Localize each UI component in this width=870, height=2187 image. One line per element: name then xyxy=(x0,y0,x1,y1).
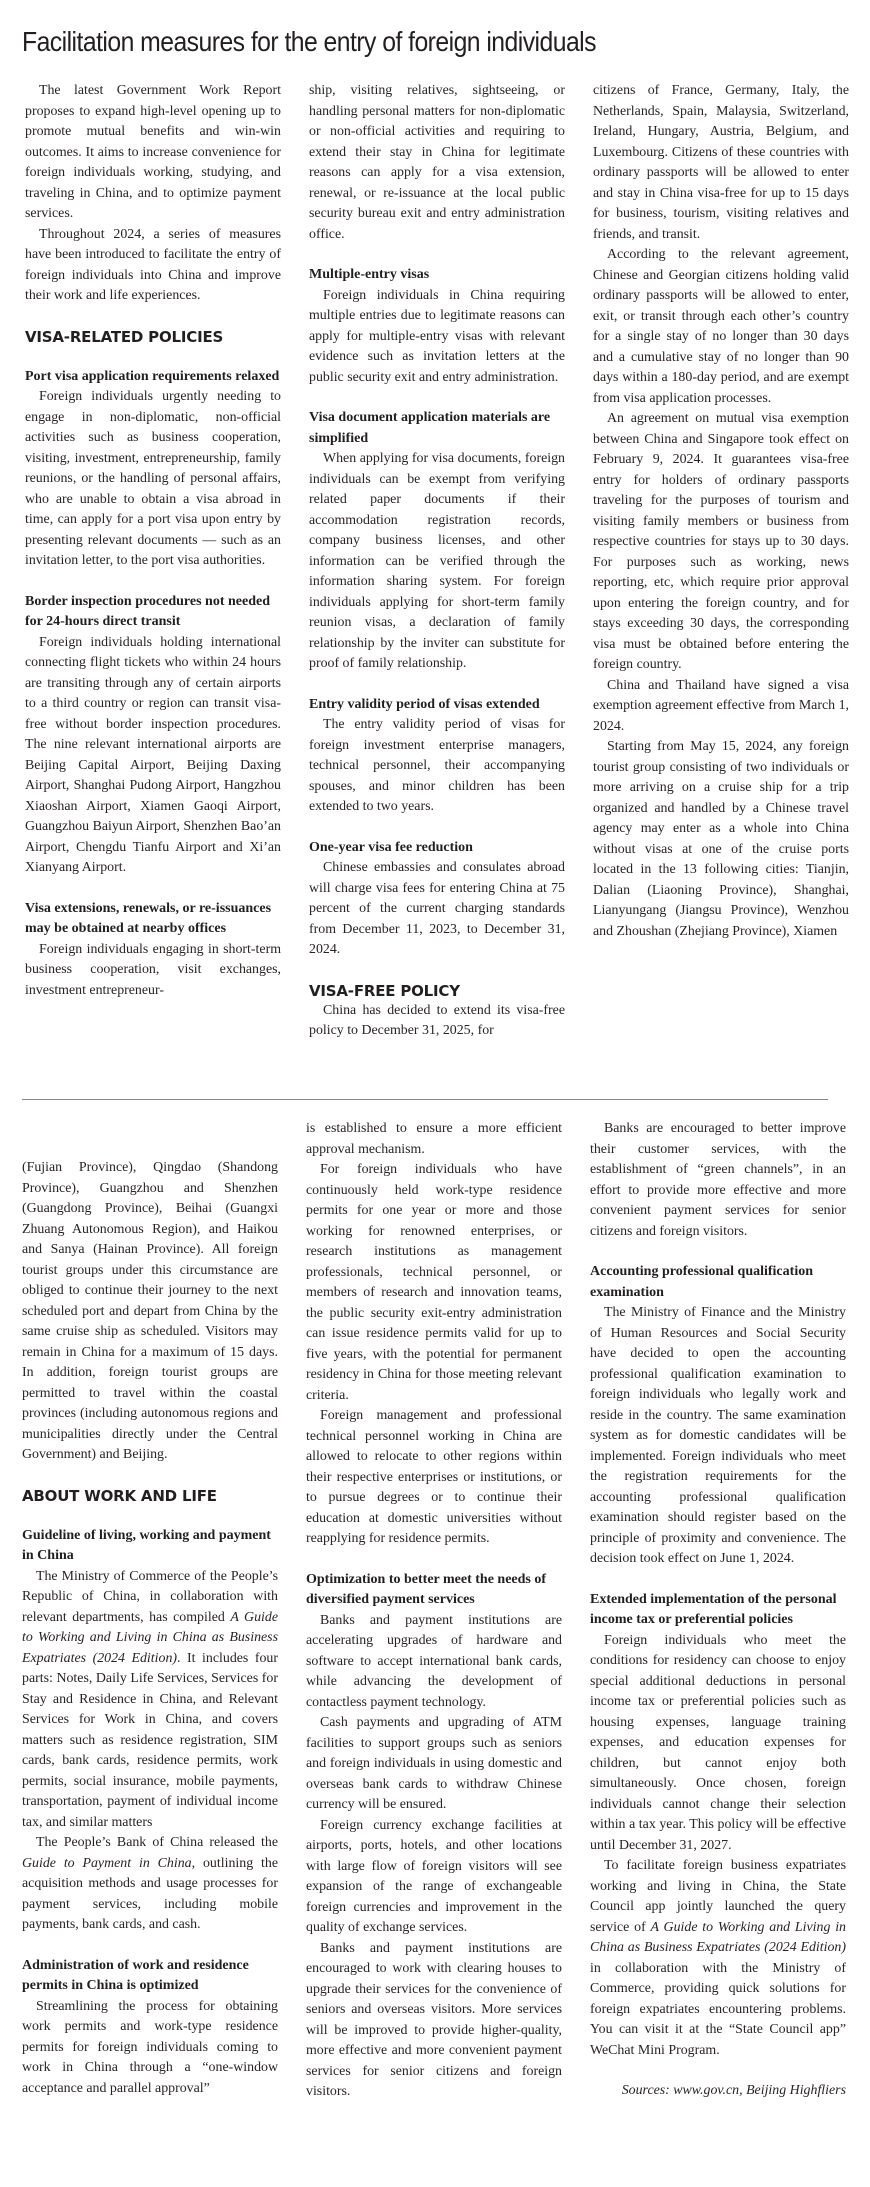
paragraph-cruise-start: Starting from May 15, 2024, any foreign tourist group consisting of two individuals or more arriving on a cruise ship for a trip organized and handled by a Chinese travel agency may enter as a whole into China without visas at one of the cruise ports located in the 13 following cities: Tianjin, Dalian (Liaoning Province), Shanghai, Lianyungang (Jiangsu Province), Wenzhou and Zhoushan (Zhejiang Province), Xiamen xyxy=(593,739,849,939)
section-heading-about-work-and-life: ABOUT WORK AND LIFE xyxy=(22,1486,217,1505)
paragraph-payment-2: Cash payments and upgrading of ATM facilities to support groups such as seniors and foreign individuals in using domestic and overseas bank cards to withdraw Chinese currency will be ensured. xyxy=(306,1715,562,1812)
paragraph-visa-free-end: citizens of France, Germany, Italy, the Netherlands, Spain, Malaysia, Switzerland, Ireland, Hungary, Austria, Belgium, and Luxembourg. Citizens of these countries with ordinary passports will be allowed to enter and stay in China visa-free for up to 15 days for business, tourism, visiting relatives and friends, and transit. xyxy=(593,83,849,242)
paragraph-payment-1: Banks and payment institutions are accelerating upgrades of hardware and software to accept international bank cards, while advancing the development of contactless payment technology. xyxy=(306,1612,562,1710)
paragraph-visa-extensions-end: ship, visiting relatives, sightseeing, or handling personal matters for non-diplomatic or non-official activities and requiring to extend their stay in China for legitimate reasons can apply for a visa extension, renewal, or re-issuance at the local public security bureau exit and entry administration office. xyxy=(309,83,565,242)
paragraph-state-council-app: To facilitate foreign business expatriates working and living in China, the State Council app jointly launched the query service of A Guide to Working and Living in China as Business Expatriates (2024 Edition) in collaboration with the Ministry of Commerce, providing quick solutions for foreign expatriates encountering problems. You can visit it at the “State Council app” WeChat Mini Program. xyxy=(590,1858,846,2058)
subheading-visa-documents: Visa document application materials are simplified xyxy=(309,410,551,446)
paragraph-singapore: An agreement on mutual visa exemption between China and Singapore took effect on February 9, 2024. It guarantees visa-free entry for holders of ordinary passports traveling for the purposes of tourism and visiting family members or business from respective countries for stays up to 30 days. For purposes such as working, news reporting, etc, which require prior approval upon entering the foreign country, and for stays exceeding 30 days, the corresponding visa must be obtained before entering the foreign country. xyxy=(593,411,849,672)
band1-column-2 xyxy=(309,81,565,1042)
guide-title: A Guide to Working and Living in China as Business Expatriates (2024 Edition) xyxy=(22,1609,278,1666)
subheading-accounting: Accounting professional qualification examination xyxy=(590,1264,813,1300)
article-title: Facilitation measures for the entry of foreign individuals xyxy=(22,26,596,57)
paragraph-visa-documents: When applying for visa documents, foreign individuals can be exempt from verifying related paper documents if their accommodation registration records, company business licenses, and other information can be verified through the information sharing system. For foreign individuals applying for short-term family reunion visas, a declaration of family relationship by the inviter can substitute for proof of family relationship. xyxy=(309,451,565,671)
paragraph-entry-validity: The entry validity period of visas for foreign investment enterprise managers, technical personnel, their accompanying spouses, and minor children has been extended to two years. xyxy=(309,717,565,814)
subheading-visa-fee: One-year visa fee reduction xyxy=(309,839,473,855)
subheading-permits: Administration of work and residence permits in China is optimized xyxy=(22,1957,249,1993)
paragraph-banks: Banks are encouraged to better improve their customer services, with the establishment of “green channels”, in an effort to provide more effective and more convenient payment services for senior citizens and foreign visitors. xyxy=(590,1121,846,1239)
sources-credit: Sources: www.gov.cn, Beijing Highfliers xyxy=(621,2083,846,2098)
paragraph-visa-extensions-start: Foreign individuals engaging in short-term business cooperation, visit exchanges, investment entrepreneur- xyxy=(25,941,281,998)
paragraph-permits-start: Streamlining the process for obtaining work permits and work-type residence permits for foreign individuals coming to work in China through a “one-window acceptance and parallel approval” xyxy=(22,1998,278,2096)
band1-column-1 xyxy=(25,81,281,1001)
paragraph-residence: For foreign individuals who have continuously held work-type residence permits for one year or more and those working for renowned enterprises, or research institutions as management professionals, technical personnel, or members of research and innovation teams, the public security exit-entry administration can issue residence permits valid for up to five years, with the potential for permanent residency in China for those meeting relevant criteria. xyxy=(306,1162,562,1403)
paragraph-multiple-entry: Foreign individuals in China requiring multiple entries due to legitimate reasons can apply for multiple-entry visas with relevant evidence such as invitation letters at the public security exit and entry administration. xyxy=(309,287,565,385)
band-divider xyxy=(22,1099,828,1100)
paragraph-payment-4: Banks and payment institutions are encouraged to work with clearing houses to upgrade their services for the convenience of seniors and overseas visitors. More services will be improved to provide higher-quality, more effective and more convenient payment services for senior citizens and foreign visitors. xyxy=(306,1940,562,2099)
payment-guide-title: Guide to Payment in China xyxy=(22,1855,192,1871)
paragraph-permits-end: is established to ensure a more efficient approval mechanism. xyxy=(306,1121,562,1157)
paragraph-guideline: The Ministry of Commerce of the People’s Republic of China, in collaboration with relevant departments, has compiled A Guide to Working and Living in China as Business Expatriates (2024 Edition). It includes four parts: Notes, Daily Life Services, Services for Stay and Residence in China, and Relevant Services for Work in China, and covers matters such as residence registration, SIM cards, bank cards, residence permits, work permits, social insurance, mobile payments, transportation, payment of individual income tax, and similar matters xyxy=(22,1568,278,1830)
intro-paragraph-1: The latest Government Work Report proposes to expand high-level opening up to promote mutual benefits and win-win outcomes. It aims to increase convenience for foreign individuals working, studying, and traveling in China, and to optimize payment services. xyxy=(25,83,281,221)
paragraph-visa-fee: Chinese embassies and consulates abroad will charge visa fees for entering China at 75 percent of the current charging standards from December 11, 2023, to December 31, 2024. xyxy=(309,860,565,957)
paragraph-transit: Foreign individuals holding international connecting flight tickets who within 24 hours are transiting through any of certain airports to a third country or region can transit visa-free without border inspection procedures. The nine relevant international airports are Beijing Capital Airport, Beijing Daxing Airport, Shanghai Pudong Airport, Hangzhou Xiaoshan Airport, Xiamen Gaoqi Airport, Guangzhou Baiyun Airport, Shenzhen Bao’an Airport, Chengdu Tianfu Airport and Xi’an Xianyang Airport. xyxy=(25,634,281,875)
paragraph-cruise-end: (Fujian Province), Qingdao (Shandong Province), Guangzhou and Shenzhen (Guangdong Province), Beihai (Guangxi Zhuang Autonomous Region), and Haikou and Sanya (Hainan Province). All foreign tourist groups under this circumstance are obliged to continue their journey to the next scheduled port and depart from China by the same cruise ship as scheduled. Visitors may remain in China for a maximum of 15 days. In addition, foreign tourist groups are permitted to travel within the coastal provinces (including autonomous regions and municipalities directly under the Central Government) and Beijing. xyxy=(22,1160,278,1462)
subheading-visa-extensions: Visa extensions, renewals, or re-issuances may be obtained at nearby offices xyxy=(25,900,272,936)
paragraph-accounting: The Ministry of Finance and the Ministry of Human Resources and Social Security have decided to open the accounting professional qualification examination to foreign individuals who legally work and reside in the country. The same examination system as for domestic candidates will be implemented. Foreign individuals who meet the registration requirements for the accounting professional qualification examination should register based on the principle of proximity and convenience. The decision took effect on June 1, 2024. xyxy=(590,1305,846,1566)
paragraph-port-visa: Foreign individuals urgently needing to engage in non-diplomatic, non-official activities such as business cooperation, visiting, investment, entrepreneurship, family reunions, or the handling of personal affairs, who are unable to obtain a visa abroad in time, can apply for a port visa upon entry by presenting relevant documents — such as an invitation letter, to the port visa authorities. xyxy=(25,389,281,568)
subheading-income-tax: Extended implementation of the personal income tax or preferential policies xyxy=(590,1591,837,1627)
paragraph-visa-free-start: China has decided to extend its visa-free policy to December 31, 2025, for xyxy=(309,1002,565,1038)
paragraph-pboc: The People’s Bank of China released the Guide to Payment in China, outlining the acquisition methods and usage processes for payment services, including mobile payments, bank cards, and cash. xyxy=(22,1835,278,1932)
guide-title-2: A Guide to Working and Living in China as Business Expatriates (2024 Edition) xyxy=(590,1919,846,1955)
band2-column-2 xyxy=(306,1119,562,2103)
section-heading-visa-free-policy: VISA-FREE POLICY xyxy=(309,981,460,1000)
subheading-transit: Border inspection procedures not needed for 24-hours direct transit xyxy=(25,593,271,629)
subheading-entry-validity: Entry validity period of visas extended xyxy=(309,696,540,712)
band1-column-3 xyxy=(593,81,849,942)
subheading-port-visa: Port visa application requirements relaxed xyxy=(25,368,280,384)
paragraph-relocate: Foreign management and professional technical personnel working in China are allowed to relocate to other regions within their respective enterprises or institutions, or to pursue degrees or to continue their education at domestic universities without reapplying for residence permits. xyxy=(306,1408,562,1546)
subheading-payment-services: Optimization to better meet the needs of diversified payment services xyxy=(306,1571,547,1607)
paragraph-income-tax: Foreign individuals who meet the conditions for residency can choose to enjoy special additional deductions in personal income tax or preferential policies such as housing expenses, language training expenses, and education expenses for children, but cannot enjoy both simultaneously. Once chosen, foreign individuals cannot change their selection within a tax year. This policy will be effective until December 31, 2027. xyxy=(590,1632,846,1853)
section-heading-visa-related-policies: VISA-RELATED POLICIES xyxy=(25,327,224,346)
subheading-guideline: Guideline of living, working and payment in China xyxy=(22,1527,271,1563)
paragraph-thailand: China and Thailand have signed a visa exemption agreement effective from March 1, 2024. xyxy=(593,677,849,734)
band2-column-1 xyxy=(22,1158,278,2099)
paragraph-payment-3: Foreign currency exchange facilities at airports, ports, hotels, and other locations with large flow of foreign visitors will see expansion of the range of exchangeable foreign currencies and improvement in the quality of exchange services. xyxy=(306,1817,562,1935)
subheading-multiple-entry: Multiple-entry visas xyxy=(309,267,430,282)
intro-paragraph-2: Throughout 2024, a series of measures have been introduced to facilitate the entry of foreign individuals into China and improve their work and life experiences. xyxy=(25,226,281,303)
paragraph-georgia: According to the relevant agreement, Chinese and Georgian citizens holding valid ordinary passports will be allowed to enter, exit, or transit through each other’s country for a single stay of no longer than 30 days and a cumulative stay of no longer than 90 days within a 180-day period, and are exempt from visa application processes. xyxy=(593,247,849,406)
band2-column-3 xyxy=(590,1119,846,2102)
